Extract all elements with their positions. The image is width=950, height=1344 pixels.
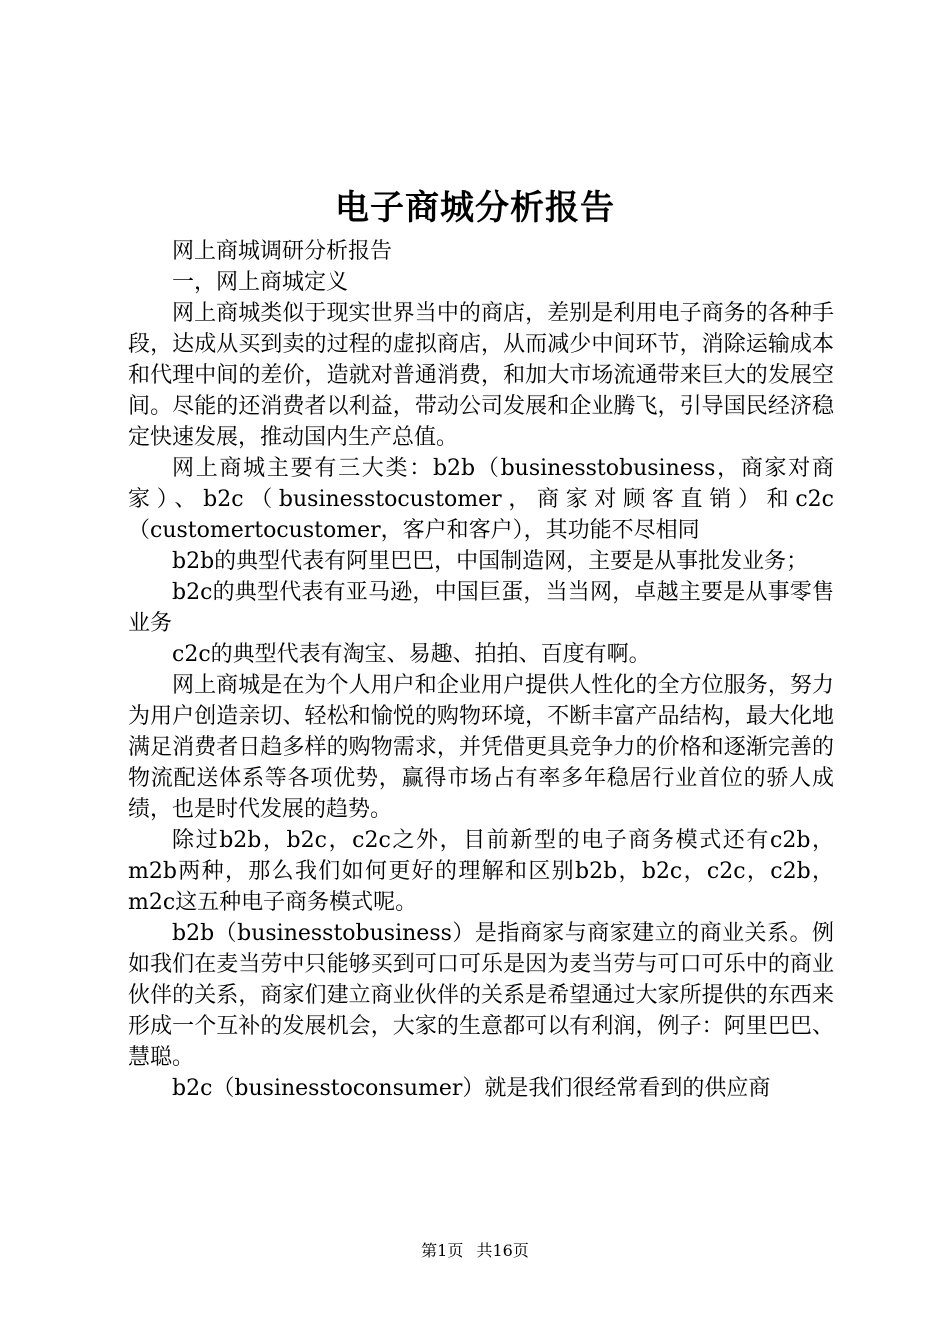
body-paragraph: c2c的典型代表有淘宝、易趣、拍拍、百度有啊。 (172, 642, 651, 667)
body-paragraph: 除过b2b，b2c，c2c之外，目前新型的电子商务模式还有c2b，m2b两种，那么我们如何更好的理解和区别b2b，b2c，c2c，c2b，m2c这五种电子商务模式呢。 (128, 828, 834, 915)
section-heading: 一，网上商城定义 (172, 270, 349, 295)
body-paragraph: b2b（businesstobusiness）是指商家与商家建立的商业关系。例如我们在麦当劳中只能够买到可口可乐是因为麦当劳与可口可乐中的商业伙伴的关系，商家们建立商业伙伴的关系是希望通过大家所提供的东西来形成一个互补的发展机会，大家的生意都可以有利润，例子：阿里巴巴、慧聪。 (128, 921, 834, 1070)
document-body (128, 236, 834, 1104)
page-number: 第1页 (421, 1241, 464, 1260)
body-paragraph: b2c的典型代表有亚马逊，中国巨蛋，当当网，卓越主要是从事零售业务 (128, 580, 834, 636)
subtitle-paragraph: 网上商城调研分析报告 (172, 239, 393, 264)
document-title: 电子商城分析报告 (335, 188, 615, 228)
page-total: 共16页 (476, 1241, 529, 1260)
body-paragraph: b2b的典型代表有阿里巴巴，中国制造网，主要是从事批发业务； (172, 549, 809, 574)
body-paragraph: 网上商城主要有三大类：b2b（businesstobusiness，商家对商家）、b2c（businesstocustomer，商家对顾客直销）和c2c（customertocustomer，客户和客户），其功能不尽相同 (128, 456, 834, 543)
body-paragraph: 网上商城类似于现实世界当中的商店，差别是利用电子商务的各种手段，达成从买到卖的过程的虚拟商店，从而减少中间环节，消除运输成本和代理中间的差价，造就对普通消费，和加大市场流通带来巨大的发展空间。尽能的还消费者以利益，带动公司发展和企业腾飞，引导国民经济稳定快速发展，推动国内生产总值。 (128, 301, 834, 450)
page-footer (0, 1240, 950, 1262)
body-paragraph: b2c（businesstoconsumer）就是我们很经常看到的供应商 (172, 1076, 771, 1101)
body-paragraph: 网上商城是在为个人用户和企业用户提供人性化的全方位服务，努力为用户创造亲切、轻松和愉悦的购物环境，不断丰富产品结构，最大化地满足消费者日趋多样的购物需求，并凭借更具竞争力的价格和逐渐完善的物流配送体系等各项优势，赢得市场占有率多年稳居行业首位的骄人成绩，也是时代发展的趋势。 (128, 673, 834, 822)
